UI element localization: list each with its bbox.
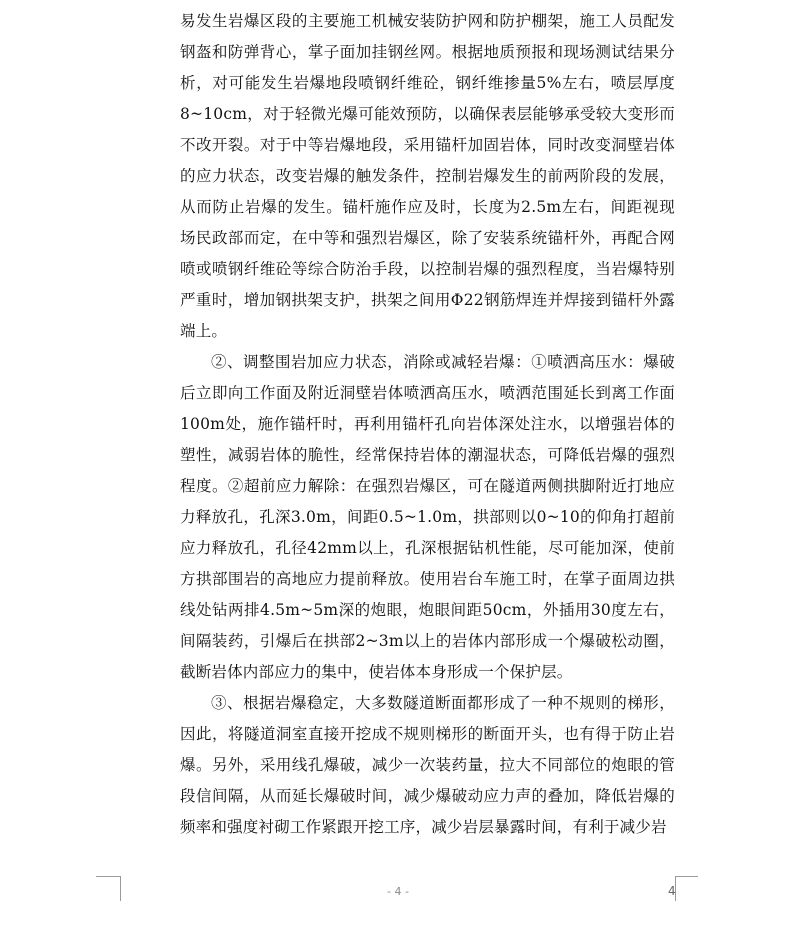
paragraph-2: ②、调整围岩加应力状态，消除或减轻岩爆：①喷洒高压水：爆破后立即向工作面及附近洞壁岩体喷洒高压水，喷洒范围延长到离工作面100m处，施作锚杆时，再利用锚杆孔向岩体深处注水，以增强岩体的塑性，减弱岩体的脆性，经常保持岩体的潮湿状态，可降低岩爆的强烈程度。②超前应力解除：在强烈岩爆区，可在隧道两侧拱脚附近打地应力释放孔，孔深3.0m，间距0.5~1.0m，拱部则以0~10的仰角打超前应力释放孔，孔径42mm以上，孔深根据钻机性能，尽可能加深，使前方拱部围岩的高地应力提前释放。使用岩台车施工时，在掌子面周边拱线处钻两排4.5m~5m深的炮眼，炮眼间距50cm，外插用30度左右，间隔装药，引爆后在拱部2~3m以上的岩体内部形成一个爆破松动圈，截断岩体内部应力的集中，使岩体本身形成一个保护层。 xyxy=(180,353,675,681)
page-number: 4 xyxy=(668,884,676,898)
page-footer-label: - 4 - xyxy=(387,885,409,898)
paragraph-3: ③、根据岩爆稳定，大多数隧道断面都形成了一种不规则的梯形，因此，将隧道洞室直接开挖成不规则梯形的断面开头，也有得于防止岩爆。另外，采用线孔爆破，减少一次装药量，拉大不同部位的炮眼的管段信间隔，从而延长爆破时间，减少爆破动应力声的叠加，降低岩爆的频率和强度衬砌工作紧跟开挖工序，减少岩层暴露时间，有利于减少岩 xyxy=(180,694,675,836)
paragraph-1: 易发生岩爆区段的主要施工机械安装防护网和防护棚架，施工人员配发钢盔和防弹背心，掌子面加挂钢丝网。根据地质预报和现场测试结果分析，对可能发生岩爆地段喷钢纤维砼，钢纤维掺量5%左右，喷层厚度8~10cm，对于轻微光爆可能效预防，以确保表层能够承受较大变形而不改开裂。对于中等岩爆地段，采用锚杆加固岩体，同时改变洞壁岩体的应力状态，改变岩爆的触发条件，控制岩爆发生的前两阶段的发展，从而防止岩爆的发生。锚杆施作应及时，长度为2.5m左右，间距视现场民政部而定，在中等和强烈岩爆区，除了安装系统锚杆外，再配合网喷或喷钢纤维砼等综合防治手段，以控制岩爆的强烈程度，当岩爆特别严重时，增加钢拱架支护，拱架之间用Φ22钢筋焊连并焊接到锚杆外露端上。 xyxy=(180,12,675,340)
crop-mark-right xyxy=(675,876,698,901)
document-body xyxy=(180,6,675,843)
cut-off-previous-line xyxy=(180,0,680,4)
crop-mark-left xyxy=(96,876,121,901)
